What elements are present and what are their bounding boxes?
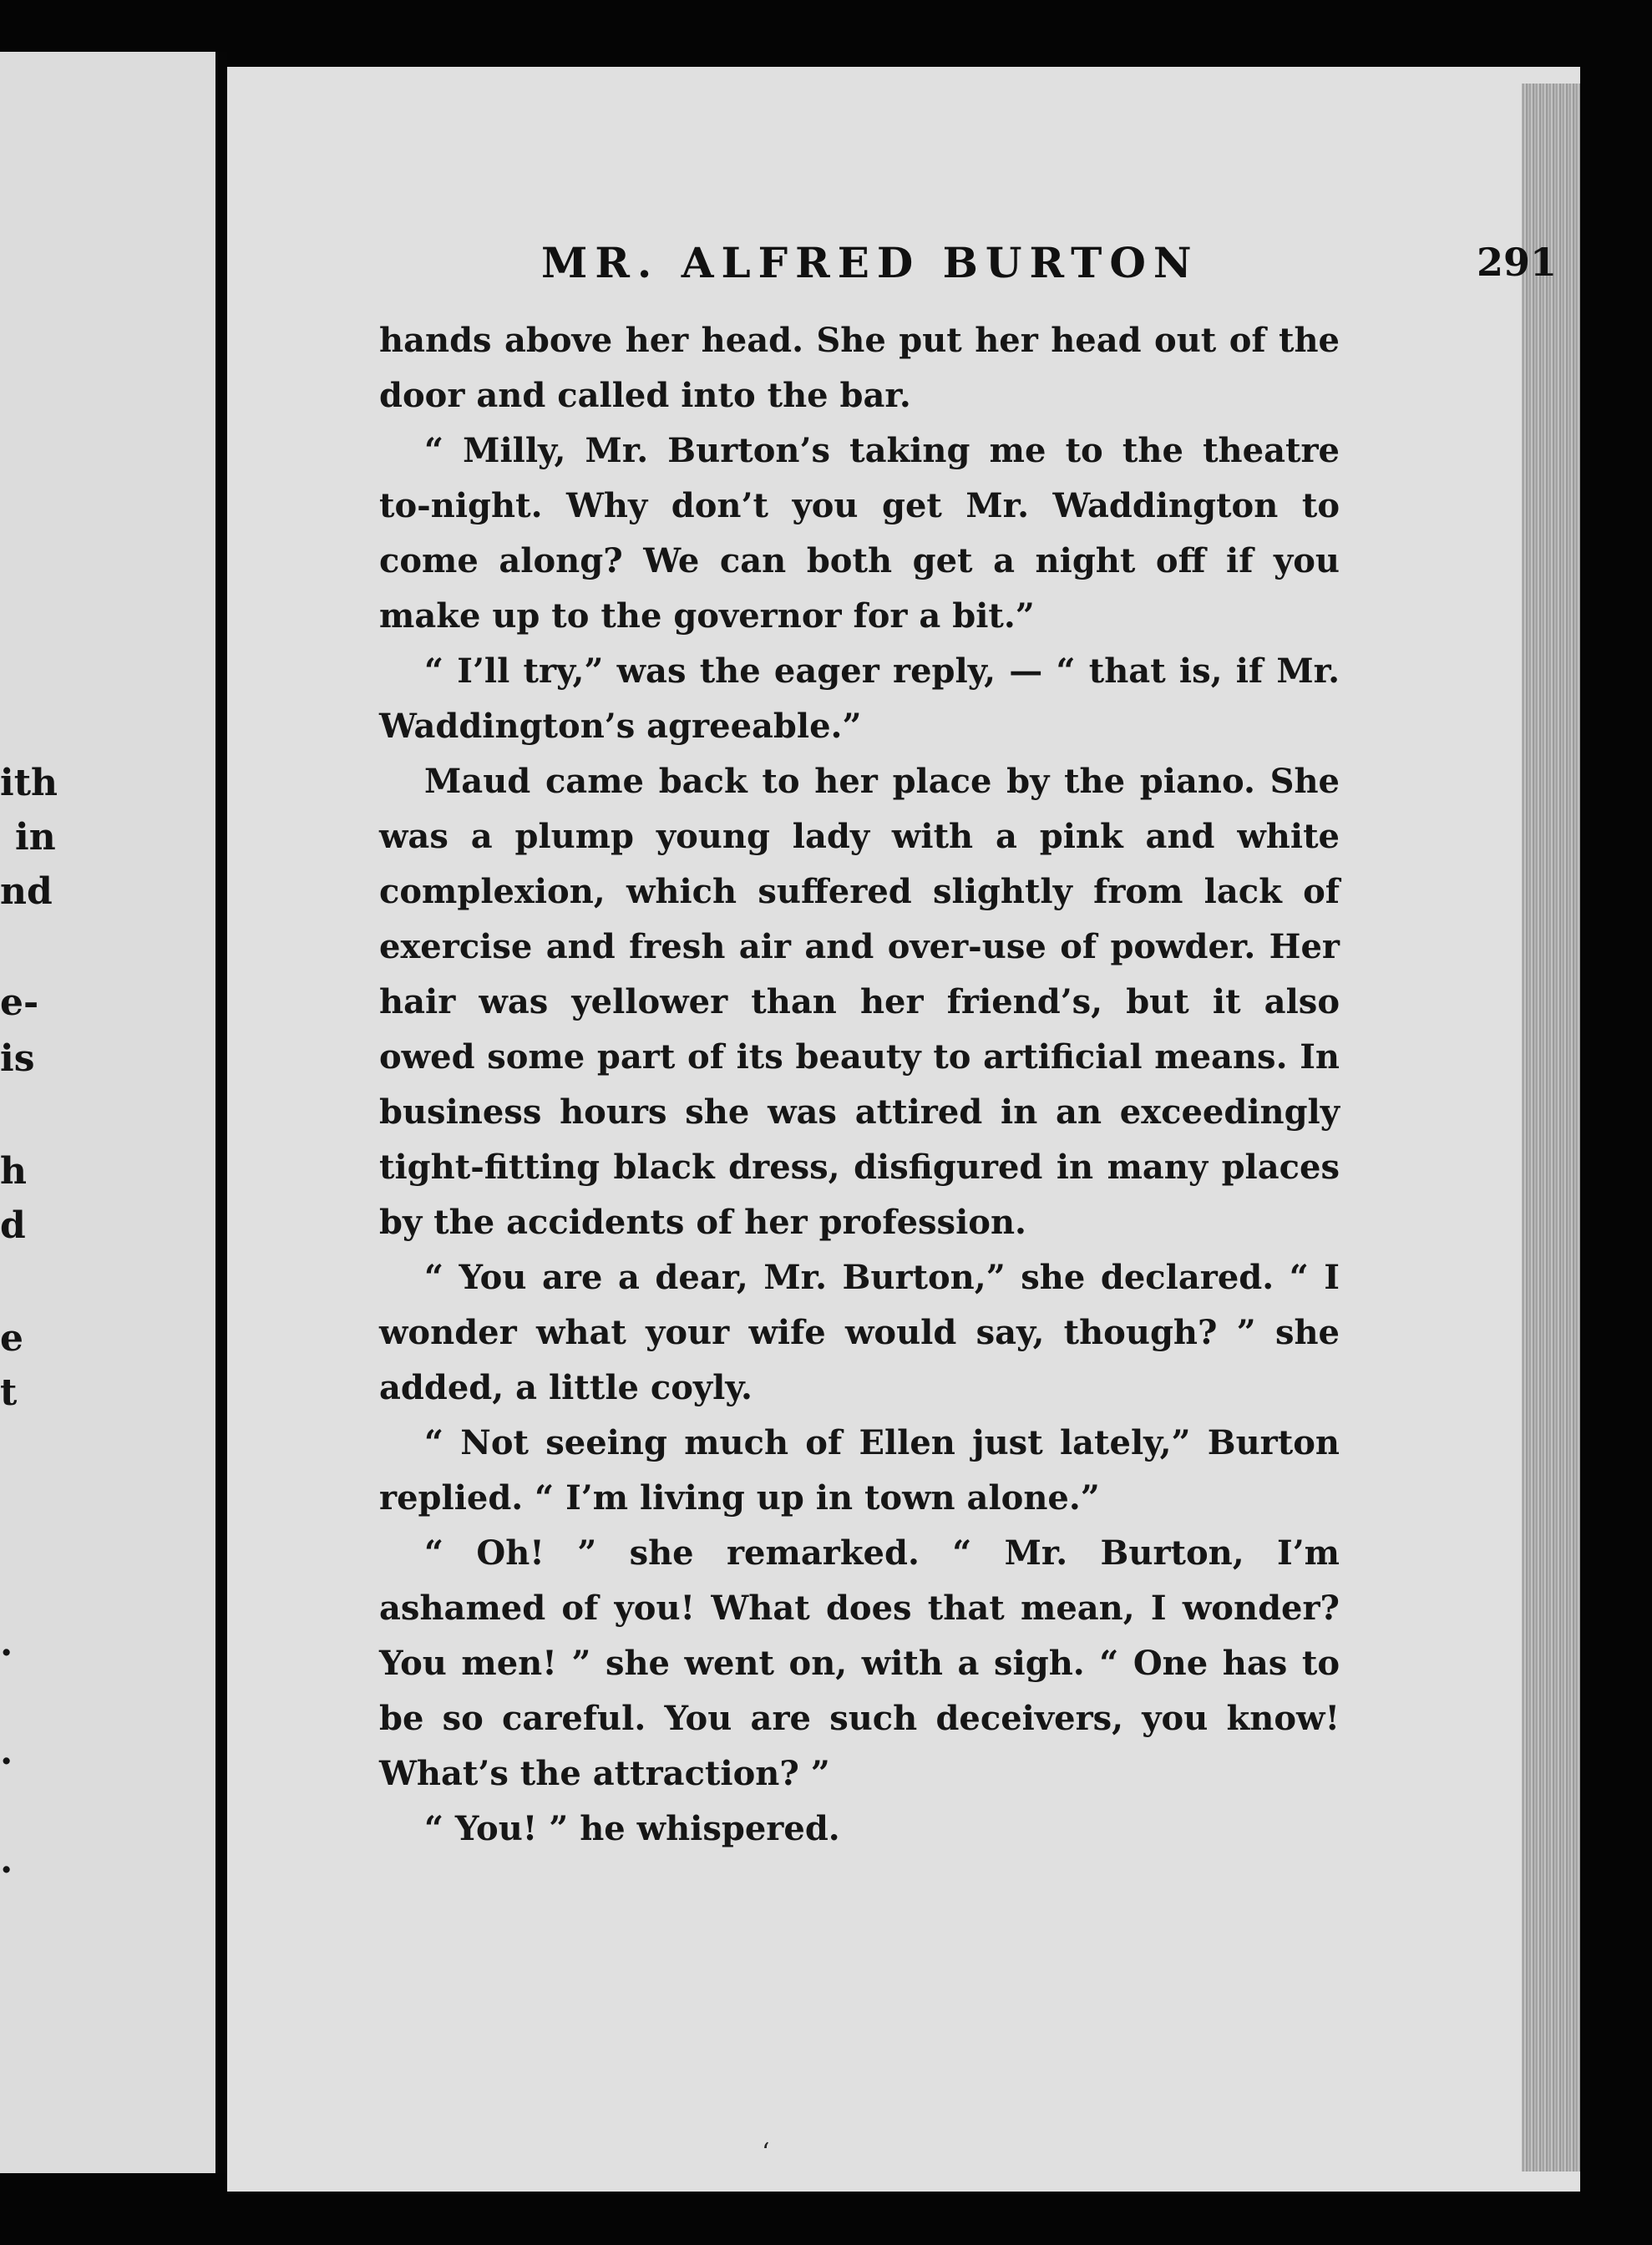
right-page: [227, 67, 1580, 2192]
book-gutter: [215, 52, 227, 2173]
left-fragment: e-: [0, 981, 39, 1024]
left-fragment: h: [0, 1150, 27, 1193]
left-fragment: nd: [0, 870, 53, 913]
left-fragment: d: [0, 1204, 26, 1247]
left-fragment: .: [0, 1622, 13, 1665]
paragraph: hands above her head. She put her head out of the door and called into the bar.: [379, 321, 1340, 415]
running-head-title: MR. ALFRED BURTON: [541, 238, 1199, 287]
page-edge-stack: [1522, 84, 1580, 2172]
left-fragment: is: [0, 1037, 35, 1080]
signature-mark: ‘: [762, 2138, 770, 2167]
paragraph: “ You are a dear, Mr. Burton,” she declared. “ I wonder what your wife would say, though? ” she added, a little coyly.: [379, 1258, 1340, 1407]
left-fragment: .: [0, 1731, 13, 1773]
paragraph: “ You! ” he whispered.: [424, 1809, 840, 1848]
left-page-text-fragments: [0, 52, 215, 2173]
page-number: 291: [1477, 240, 1558, 285]
left-fragment: e: [0, 1317, 23, 1360]
paragraph: “ Not seeing much of Ellen just lately,” Burton replied. “ I’m living up in town alone.”: [379, 1423, 1340, 1518]
paragraph: Maud came back to her place by the piano. She was a plump young lady with a pink and white complexion, which suffered slightly from lack of exercise and fresh air and over-use of powder. Her hair was yellower than her friend’s, but it also owed some part of its beauty to artificial means. In business hours she was attired in an exceedingly tight-fitting black dress, disfigured in many places by the accidents of her profession.: [379, 762, 1340, 1242]
running-head: [541, 238, 1560, 305]
left-page: [0, 52, 215, 2173]
body-text: [379, 313, 1340, 1857]
left-fragment: t: [0, 1371, 18, 1414]
paragraph: “ I’ll try,” was the eager reply, — “ that is, if Mr. Waddington’s agreeable.”: [379, 651, 1340, 746]
left-fragment: in: [15, 816, 56, 859]
left-fragment: .: [0, 1839, 13, 1882]
paragraph: “ Oh! ” she remarked. “ Mr. Burton, I’m ashamed of you! What does that mean, I wonder? You men! ” she went on, with a sigh. “ One has to be so careful. You are such deceivers, you know! What’s the attraction? ”: [379, 1533, 1340, 1793]
paragraph: “ Milly, Mr. Burton’s taking me to the theatre to-night. Why don’t you get Mr. Waddington to come along? We can both get a night off if you make up to the governor for a bit.”: [379, 431, 1340, 636]
left-fragment: ith: [0, 762, 58, 804]
